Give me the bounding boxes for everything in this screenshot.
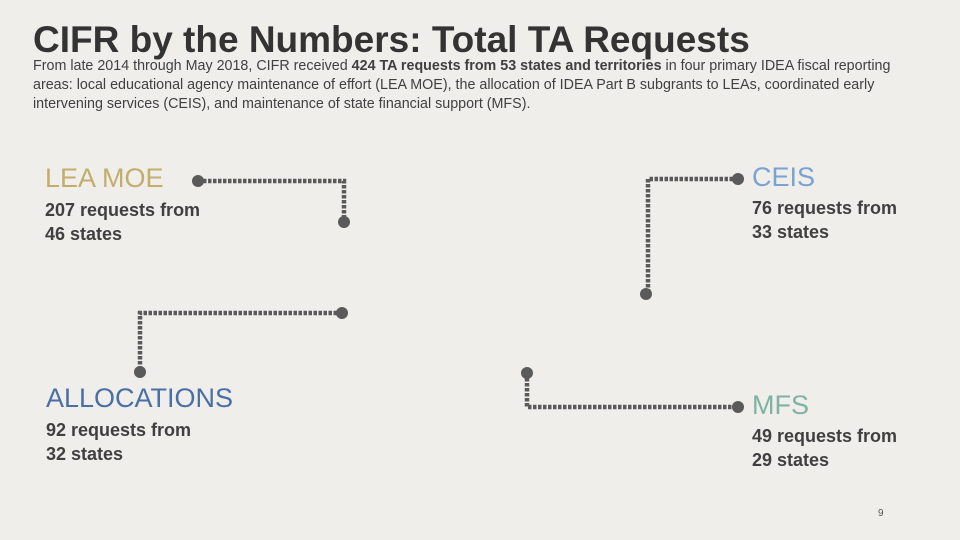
allocations-dot-start <box>336 307 348 319</box>
lea-moe-dot-end <box>338 216 350 228</box>
allocations-count <box>46 418 246 466</box>
mfs-connector <box>527 373 738 407</box>
intro-highlight: 424 TA requests from 53 states and territories <box>351 58 662 74</box>
allocations-count-line1: 92 requests from <box>46 420 192 440</box>
allocations-count-line2: 32 states <box>46 444 124 464</box>
ceis-dot-start <box>732 173 744 185</box>
ceis-dot-end <box>640 288 652 300</box>
ceis-connector <box>648 179 738 294</box>
ceis-heading: CEIS <box>752 162 816 192</box>
page-number: 9 <box>878 508 884 519</box>
mfs-count-line1: 49 requests from <box>752 426 898 446</box>
lea-moe-count <box>45 198 245 246</box>
mfs-dot-start <box>521 367 533 379</box>
ceis-count-line1: 76 requests from <box>752 198 898 218</box>
intro-text-1: From late 2014 through May 2018, CIFR received <box>33 58 352 74</box>
allocations-connector <box>140 313 342 372</box>
ceis-count <box>752 196 952 244</box>
lea-moe-dot-start <box>192 175 204 187</box>
mfs-count <box>752 424 952 472</box>
slide-title: CIFR by the Numbers: Total TA Requests <box>33 19 750 60</box>
mfs-count-line2: 29 states <box>752 450 830 470</box>
allocations-heading: ALLOCATIONS <box>46 383 234 413</box>
intro-text-2: in four primary IDEA fiscal reporting areas: local educational agency maintenance of effort (LEA MOE), the allocation of IDEA Part B subgrants to LEAs, coordinated early intervening services (CEIS), and maintenance of state financial support (MFS). <box>33 58 891 112</box>
allocations-dot-end <box>134 366 146 378</box>
lea-moe-count-line1: 207 requests from <box>45 200 201 220</box>
mfs-heading: MFS <box>752 390 809 420</box>
mfs-dot-end <box>732 401 744 413</box>
lea-moe-count-line2: 46 states <box>45 224 123 244</box>
lea-moe-heading: LEA MOE <box>45 163 164 193</box>
ceis-count-line2: 33 states <box>752 222 830 242</box>
